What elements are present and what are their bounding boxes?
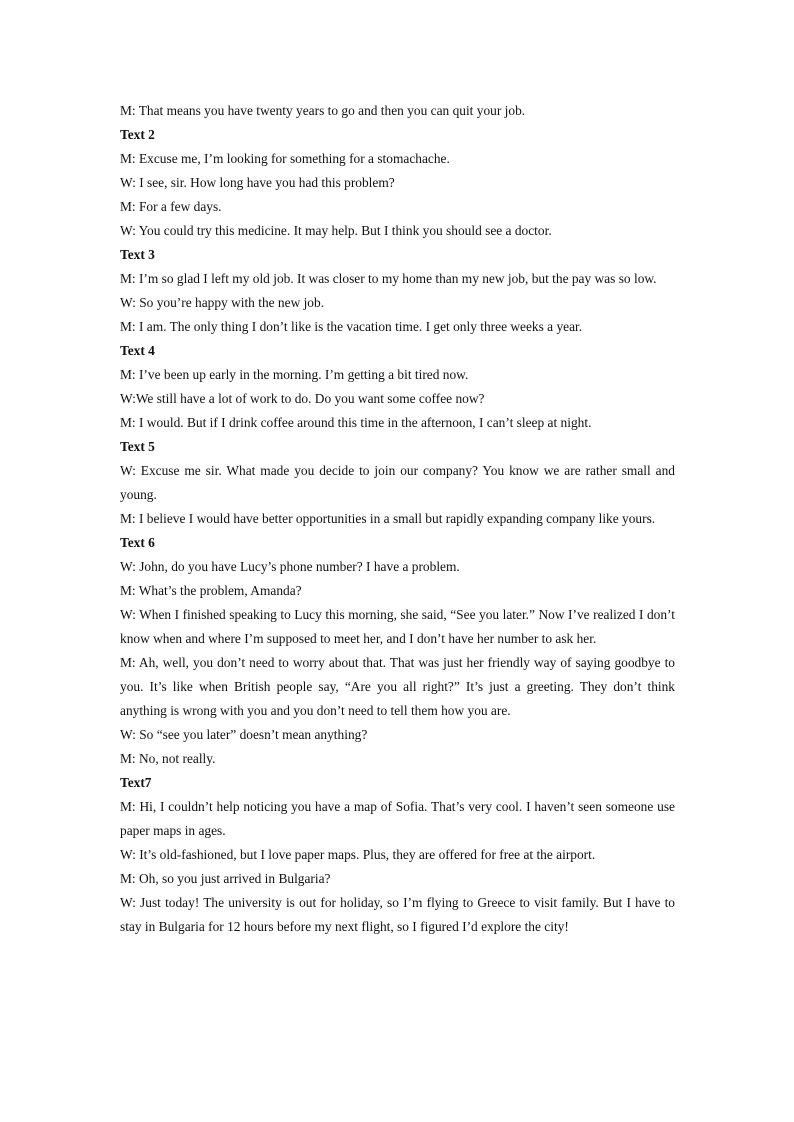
dialogue-line: M: Oh, so you just arrived in Bulgaria? xyxy=(120,871,331,886)
section-heading: Text 2 xyxy=(120,127,155,142)
dialogue-line: M: I’m so glad I left my old job. It was closer to my home than my new job, but the pay was so low. xyxy=(120,271,657,286)
dialogue-line: M: For a few days. xyxy=(120,199,222,214)
dialogue-line: M: I’ve been up early in the morning. I’m getting a bit tired now. xyxy=(120,367,469,382)
dialogue-line: M: What’s the problem, Amanda? xyxy=(120,583,302,598)
section-heading: Text 3 xyxy=(120,247,155,262)
dialogue-line: M: I am. The only thing I don’t like is the vacation time. I get only three weeks a year. xyxy=(120,319,583,334)
dialogue-line: W: I see, sir. How long have you had this problem? xyxy=(120,175,395,190)
dialogue-line: M: That means you have twenty years to go and then you can quit your job. xyxy=(120,103,526,118)
section-heading: Text 6 xyxy=(120,535,155,550)
dialogue-line: W: When I finished speaking to Lucy this morning, she said, “See you later.” Now I’ve realized I don’t know when and where I’m supposed to meet her, and I don’t have her number to ask her. xyxy=(120,607,675,646)
dialogue-line: M: I would. But if I drink coffee around this time in the afternoon, I can’t sleep at night. xyxy=(120,415,592,430)
dialogue-line: W: Just today! The university is out for holiday, so I’m flying to Greece to visit family. But I have to stay in Bulgaria for 12 hours before my next flight, so I figured I’d explore the city! xyxy=(120,895,675,934)
dialogue-line: W: So “see you later” doesn’t mean anything? xyxy=(120,727,368,742)
dialogue-line: W: It’s old-fashioned, but I love paper maps. Plus, they are offered for free at the airport. xyxy=(120,847,596,862)
section-heading: Text 4 xyxy=(120,343,155,358)
dialogue-line: M: Ah, well, you don’t need to worry about that. That was just her friendly way of saying goodbye to you. It’s like when British people say, “Are you all right?” It’s just a greeting. They don’t think anything is wrong with you and you don’t need to tell them how you are. xyxy=(120,655,675,718)
dialogue-line: W: You could try this medicine. It may help. But I think you should see a doctor. xyxy=(120,223,552,238)
dialogue-line: W: So you’re happy with the new job. xyxy=(120,295,325,310)
dialogue-line: W: Excuse me sir. What made you decide to join our company? You know we are rather small and young. xyxy=(120,463,675,502)
dialogue-line: M: I believe I would have better opportunities in a small but rapidly expanding company like yours. xyxy=(120,511,656,526)
transcript-page xyxy=(120,99,675,939)
dialogue-line: M: No, not really. xyxy=(120,751,216,766)
dialogue-line: W:We still have a lot of work to do. Do you want some coffee now? xyxy=(120,391,485,406)
section-heading: Text 5 xyxy=(120,439,155,454)
dialogue-line: M: Hi, I couldn’t help noticing you have a map of Sofia. That’s very cool. I haven’t seen someone use paper maps in ages. xyxy=(120,799,675,838)
section-heading: Text7 xyxy=(120,775,152,790)
dialogue-line: M: Excuse me, I’m looking for something for a stomachache. xyxy=(120,151,450,166)
dialogue-line: W: John, do you have Lucy’s phone number? I have a problem. xyxy=(120,559,460,574)
